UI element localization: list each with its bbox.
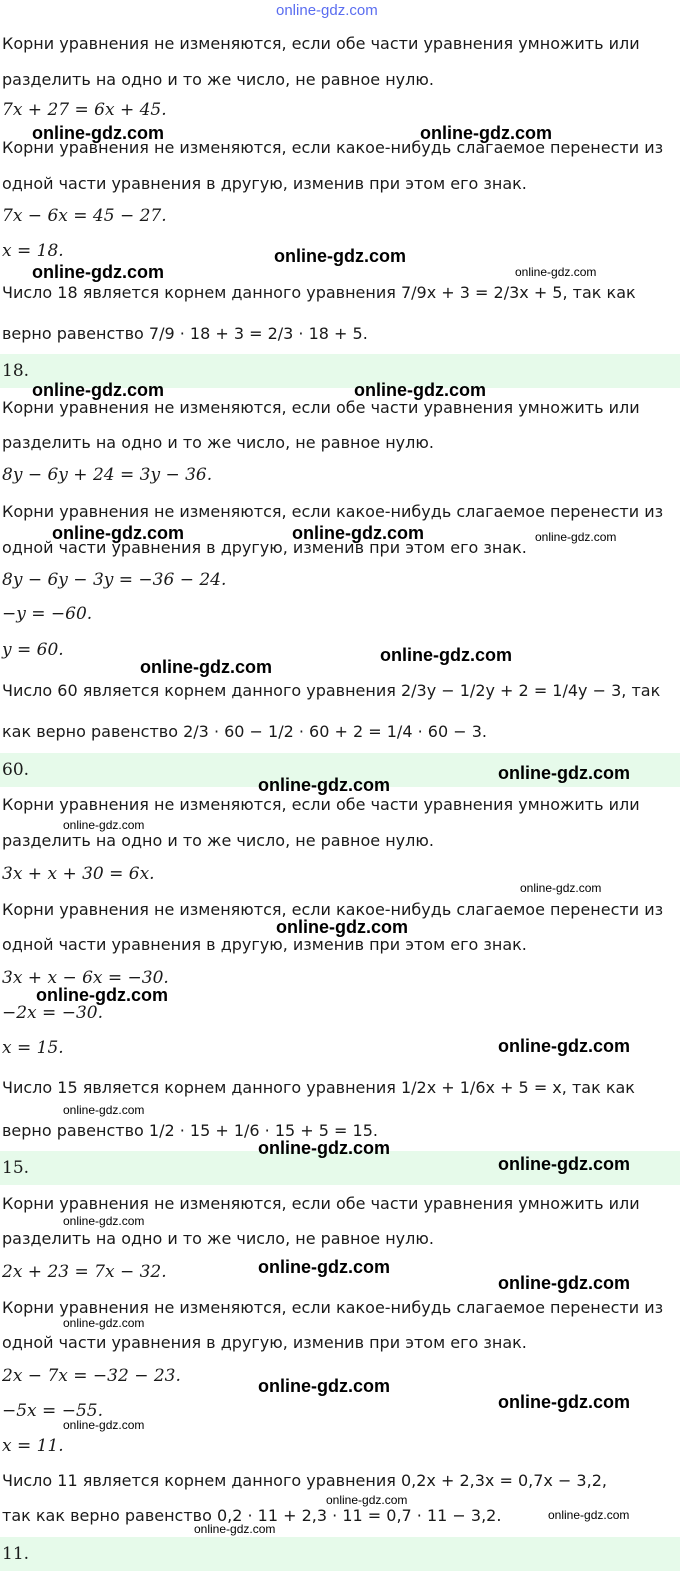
watermark-text: online-gdz.com xyxy=(292,523,424,543)
rule-text: Корни уравнения не изменяются, если обе части уравнения умножить или xyxy=(2,795,640,814)
watermark-text: online-gdz.com xyxy=(274,246,406,266)
answer-value: 60. xyxy=(2,760,30,780)
rule-text: Корни уравнения не изменяются, если обе части уравнения умножить или xyxy=(2,1194,640,1213)
equation: 7x + 27 = 6x + 45. xyxy=(2,100,167,120)
rule-text: Корни уравнения не изменяются, если какое-нибудь слагаемое перенести из xyxy=(2,900,664,919)
watermark-text: online-gdz.com xyxy=(548,1508,630,1522)
watermark-text: online-gdz.com xyxy=(326,1493,408,1507)
watermark-text: online-gdz.com xyxy=(32,262,164,282)
check-text: Число 60 является корнем данного уравнения 2/3y − 1/2y + 2 = 1/4y − 3, так xyxy=(2,681,661,700)
watermark-text: online-gdz.com xyxy=(63,1214,145,1228)
check-text: как верно равенство 2/3 · 60 − 1/2 · 60 + 2 = 1/4 · 60 − 3. xyxy=(2,722,487,741)
watermark-text: online-gdz.com xyxy=(52,523,184,543)
watermark-text: online-gdz.com xyxy=(498,1392,630,1412)
answer-value: 18. xyxy=(2,361,30,381)
watermark-text: online-gdz.com xyxy=(498,1273,630,1293)
watermark-text: online-gdz.com xyxy=(63,818,145,832)
check-text: Число 11 является корнем данного уравнения 0,2x + 2,3x = 0,7x − 3,2, xyxy=(2,1471,607,1490)
equation: 2x + 23 = 7x − 32. xyxy=(2,1262,167,1282)
equation: 3x + x + 30 = 6x. xyxy=(2,864,155,884)
rule-text: одной части уравнения в другую, изменив при этом его знак. xyxy=(2,935,527,954)
equation: 8y − 6y − 3y = −36 − 24. xyxy=(2,570,227,590)
equation: 2x − 7x = −32 − 23. xyxy=(2,1366,181,1386)
watermark-text: online-gdz.com xyxy=(258,775,390,795)
watermark-text: online-gdz.com xyxy=(515,265,597,279)
rule-text: разделить на одно и то же число, не равное нулю. xyxy=(2,433,434,452)
rule-text: Корни уравнения не изменяются, если обе части уравнения умножить или xyxy=(2,34,640,53)
equation: 3x + x − 6x = −30. xyxy=(2,968,169,988)
watermark-text: online-gdz.com xyxy=(535,530,617,544)
equation: 8y − 6y + 24 = 3y − 36. xyxy=(2,465,213,485)
rule-text: Корни уравнения не изменяются, если какое-нибудь слагаемое перенести из xyxy=(2,1298,664,1317)
watermark-text: online-gdz.com xyxy=(194,1522,276,1536)
rule-text: разделить на одно и то же число, не равное нулю. xyxy=(2,1229,434,1248)
check-text: так как верно равенство 0,2 · 11 + 2,3 · 11 = 0,7 · 11 − 3,2. xyxy=(2,1506,502,1525)
equation: x = 18. xyxy=(2,241,64,261)
rule-text: разделить на одно и то же число, не равное нулю. xyxy=(2,831,434,850)
watermark-text: online-gdz.com xyxy=(63,1103,145,1117)
answer-value: 11. xyxy=(2,1544,30,1564)
watermark-text: online-gdz.com xyxy=(498,763,630,783)
rule-text: разделить на одно и то же число, не равное нулю. xyxy=(2,70,434,89)
check-text: верно равенство 1/2 · 15 + 1/6 · 15 + 5 = 15. xyxy=(2,1121,378,1140)
equation: x = 15. xyxy=(2,1038,64,1058)
watermark-text: online-gdz.com xyxy=(258,1257,390,1277)
watermark-text: online-gdz.com xyxy=(258,1138,390,1158)
rule-text: одной части уравнения в другую, изменив при этом его знак. xyxy=(2,1333,527,1352)
rule-text: одной части уравнения в другую, изменив при этом его знак. xyxy=(2,174,527,193)
watermark-text: online-gdz.com xyxy=(32,380,164,400)
top-watermark: online-gdz.com xyxy=(276,2,378,19)
watermark-text: online-gdz.com xyxy=(420,123,552,143)
equation: x = 11. xyxy=(2,1436,64,1456)
rule-text: одной части уравнения в другую, изменив при этом его знак. xyxy=(2,538,527,557)
watermark-text: online-gdz.com xyxy=(63,1418,145,1432)
answer-value: 15. xyxy=(2,1158,30,1178)
check-text: верно равенство 7/9 · 18 + 3 = 2/3 · 18 + 5. xyxy=(2,324,368,343)
rule-text: Корни уравнения не изменяются, если обе части уравнения умножить или xyxy=(2,398,640,417)
rule-text: Корни уравнения не изменяются, если какое-нибудь слагаемое перенести из xyxy=(2,138,664,157)
watermark-text: online-gdz.com xyxy=(498,1154,630,1174)
rule-text: Корни уравнения не изменяются, если какое-нибудь слагаемое перенести из xyxy=(2,502,664,521)
equation: y = 60. xyxy=(2,640,64,660)
watermark-text: online-gdz.com xyxy=(380,645,512,665)
watermark-text: online-gdz.com xyxy=(36,985,168,1005)
check-text: Число 15 является корнем данного уравнения 1/2x + 1/6x + 5 = x, так как xyxy=(2,1078,635,1097)
watermark-text: online-gdz.com xyxy=(520,881,602,895)
watermark-text: online-gdz.com xyxy=(63,1316,145,1330)
watermark-text: online-gdz.com xyxy=(354,380,486,400)
watermark-text: online-gdz.com xyxy=(258,1376,390,1396)
watermark-text: online-gdz.com xyxy=(140,657,272,677)
watermark-text: online-gdz.com xyxy=(498,1036,630,1056)
equation: −5x = −55. xyxy=(2,1401,103,1421)
check-text: Число 18 является корнем данного уравнения 7/9x + 3 = 2/3x + 5, так как xyxy=(2,283,636,302)
answer-bar xyxy=(0,1537,680,1571)
watermark-text: online-gdz.com xyxy=(276,917,408,937)
equation: 7x − 6x = 45 − 27. xyxy=(2,206,167,226)
equation: −2x = −30. xyxy=(2,1003,103,1023)
watermark-text: online-gdz.com xyxy=(32,123,164,143)
equation: −y = −60. xyxy=(2,604,93,624)
